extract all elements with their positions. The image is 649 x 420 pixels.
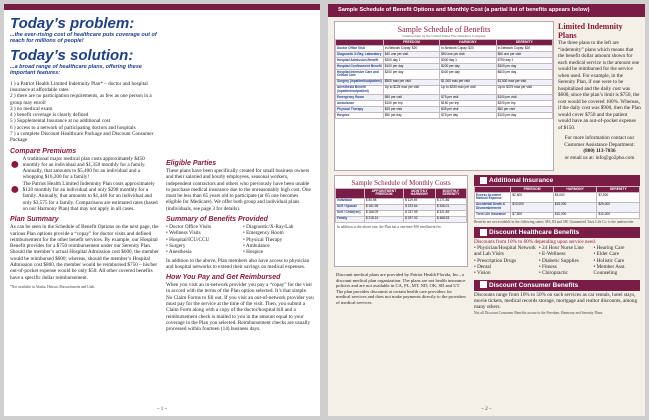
table-cell: $ 161.96 [364,204,403,210]
table-cell: $ 297.92 [404,216,436,222]
page-two [328,4,645,416]
table-cell: $25,000 [597,202,640,212]
additional-insurance-body [475,192,640,218]
dh-item: • Physician/Hospital Network and Lab Visits [474,245,536,258]
discount-healthcare-heading: Discount Healthcare Benefits [474,227,640,238]
compare-bullet [10,156,160,181]
side-text: The three plans to the left are “indemnity” plans which means that the benefit dollar amount shown for each medical service is the amount one would be reimbursed for the service when used. For example, in the Serenity Plan, if one were to be hospitalized and the daily cost was $600, since the plan’s limit is $750, the cost would be covered 100%. Whereas, if the daily cost was $900, then the Plan would cover $750 and the patient would have an out-of-pocket expense of $150. [558,40,641,131]
table-cell: $ 237.59 [404,210,436,216]
benefit-item: • Wellness Visits [166,230,201,237]
addl-col-header: FREEDOM [511,187,554,193]
monthly-table-body [336,198,467,222]
schedule-underwriter: Underwritten by the United States Fire Insurance Company [402,34,486,38]
row-label: Hospital Admission Benefit [336,57,384,63]
dh-item: • Fitness [538,263,557,270]
table-cell: $100 per trip [383,101,439,107]
table-cell: $200 per day [440,63,496,69]
discount-note-text: Discount medical plans are provided by Patriot Health Florida, Inc., a discount medical plan organization. The plans are not health insurance policies and are not available in CA, FL, MT, ND, OK, SD and UT. The plan provides discounts at certain health care providers for medical services and does not make payments directly to the providers of medical services. [336,272,466,305]
dh-item: • Diabetic Supplies [538,257,579,264]
dh-item: • E-Wellness [538,251,566,258]
page-top-strip [4,4,320,10]
summary-text: In addition to the above, Plan members also have access to physician and hospital networks to extend their savings on medical expenses. [166,257,310,270]
plan-header: SERENITY [496,40,552,46]
summary-heading: Summary of Benefits Provided [166,216,268,224]
dh-item: • Chiropractic [538,270,568,277]
table-cell: $750 day 1 [496,57,552,63]
discount-healthcare-list [474,245,640,276]
feature-item: 3 ) no medical exam [10,105,53,112]
table-cell: $75 per day [440,113,496,119]
table-cell: $60 one per visit [496,51,552,57]
row-label: Self / Spouse [336,204,365,210]
row-label: Hospital Intensive Care and Critical Care [336,69,384,79]
table-cell: In-Network Copay: $20 [440,45,496,51]
table-cell: $100 per day [496,113,552,119]
bullet-icon: ● [10,155,20,173]
compare-bullet-text: The Patriot Health Limited Indemnity Plan costs approximately $120 monthly for an individual and only $298 monthly for a family. Annually, that amounts to $1,440 for an individual and only $3,575 for a family. Comparisons are estimated rates (based on our Harmony Plan) that may not apply in all cases. [22,180,158,212]
contact-phone: (800) 113-7036 [583,148,616,154]
table-cell: $100 per day [383,63,439,69]
benefit-item: • Hospice [243,249,264,256]
table-row [336,69,553,79]
table-cell: $200 per day [383,69,439,79]
row-label: Term Life Insurance [475,212,511,218]
how-pay-heading: How You Pay and Get Reimbursed [166,274,281,282]
plan-header: HARMONY [440,40,496,46]
row-label: Anesthesia Benefit (inpatient/outpatient) [336,85,384,95]
page-number: – 1 – [157,407,167,412]
table-cell: $1,000 max per visit [440,79,496,85]
square-icon [480,229,487,236]
problem-subtitle: ...the ever-rising cost of healthcare puts coverage out of reach for millions of people! [10,32,157,45]
limited-indemnity-panel [558,22,641,161]
table-row [336,216,467,222]
right-column [166,156,314,333]
dh-item: • Holistic Care [593,257,625,264]
additional-insurance-heading: Additional Insurance [474,175,640,186]
page-number: – 2 – [481,407,492,412]
additional-insurance [474,175,640,316]
row-label: Diagnostic X-Ray, Laboratory [337,51,382,56]
compare-bullet [10,181,160,212]
problem-heading: Today’s problem: [10,15,135,32]
schedule-title: Sample Schedule of Benefits [397,25,491,34]
square-icon [480,177,487,184]
benefit-item: • Ambulance [243,242,270,249]
benefit-list [166,224,314,255]
benefit-item: • Diagnostic/X-Ray/Lab [243,224,294,231]
additional-insurance-note: Benefits are not available in the following states: MS, RI and OR. Guaranteed Trust Life Co. is the underwriter. [474,219,635,224]
table-cell: $ 119.49 [404,198,436,204]
table-cell: $ 171.86 [435,198,466,204]
row-label: Excess Accident Medical Expense [475,192,511,202]
table-row [475,202,640,212]
schedule-banner: Sample Schedule of Benefit Options and Monthly Cost (a partial list of benefits appears below) [328,4,645,17]
discount-healthcare-intro: Discounts from 10% to 60% depending upon service need. [474,238,597,245]
left-column [10,16,160,289]
table-cell: $50 per visit [496,107,552,113]
row-label: Family [336,216,365,222]
row-label: Emergency Room [336,95,384,101]
bullet-icon: ● [10,180,20,198]
table-cell: $600 per day [496,69,552,79]
table-cell: $75 per visit [440,95,496,101]
monthly-col-header: APPOINTMENT FREEDOM [364,189,403,199]
feature-item: 5 ) Supplemental Insurance at no additional cost [10,118,111,125]
square-icon [480,281,487,288]
contact-text: For more information contact our Customer Assistance Department: [564,135,635,148]
table-cell: $ 218.24 [364,216,403,222]
table-cell: Up to $250 max per visit [440,85,496,95]
feature-item: 1 ) a Patriot Health Limited Indemnity Plan* – doctor and hospital insurance at affordable rates [10,80,148,93]
dh-col-2 [539,245,591,276]
discount-disclaimer [336,272,466,306]
table-cell: $35 per visit [440,107,496,113]
row-label: Physical Therapy [336,107,384,113]
table-cell: $200 per trip [496,101,552,107]
feature-item: 2 ) there are no participation requirements, as few as one person in a group may enroll [10,93,152,106]
table-cell: $500 max per visit [383,79,439,85]
feature-list [10,81,160,144]
table-cell: $50 per day [383,113,439,119]
table-cell: $5,000 [553,192,597,202]
dh-col-3 [594,245,640,276]
monthly-col-header: MONTHLY HARMONY [404,189,436,199]
benefit-item: • Physical Therapy [243,236,283,243]
eligible-heading: Eligible Parties [166,160,217,167]
row-label: Hospital Confinement Benefit [337,63,382,68]
feature-item: 4 ) benefit coverage is clearly defined [10,112,89,119]
row-label: Doctor Office Visit [336,45,384,51]
plan-header: FREEDOM [383,40,439,46]
solution-heading: Today’s solution: [10,46,134,64]
table-cell: $ 166.09 [364,210,403,216]
table-row [475,192,640,202]
table-row [336,113,553,119]
table-row [336,85,553,95]
compare-premiums-heading: Compare Premiums [10,147,77,155]
feature-item: 6 ) access to a network of participating doctors and hospitals [10,124,136,131]
benefit-col-left [166,224,237,255]
table-cell: $1,500 max per visit [496,79,552,85]
table-cell: $10,000 [511,202,554,212]
dh-item: • Member Asst. Counseling [593,263,626,277]
table-cell: $150 per trip [440,101,496,107]
table-cell: $ 223.64 [404,204,436,210]
table-cell: $10,000 [553,212,597,218]
discount-consumer-note: Not all Discount Consumer Benefits accrue to the Freedom, Harmony and Serenity Plans. [474,311,604,316]
benefits-schedule-box [334,21,554,171]
row-label: Self / Child(ren) [336,210,365,216]
dh-item: • Elder Care [593,251,619,258]
table-cell: $40 one per visit [383,51,439,57]
benefits-table-body [336,45,553,118]
table-cell: $300 per day [496,63,552,69]
table-cell: $ 336.01 [435,204,466,210]
row-label: Individual [336,198,365,204]
table-cell: $25 per visit [383,107,439,113]
row-label: Ambulance [336,101,384,107]
dh-item: • Vision [474,270,491,277]
monthly-table [335,188,467,223]
table-cell: $2,500 [511,192,554,202]
dh-item: • Dental [474,263,491,270]
addl-col-header: SERENITY [597,187,640,193]
row-label: Accidental Death & Dismemberment [475,202,511,212]
benefit-item: • Hospital/ICU/CCU [166,236,210,243]
discount-consumer-heading: Discount Consumer Benefits [474,280,640,291]
monthly-title: Sample Schedule of Monthly Costs [351,179,451,187]
table-cell: $300 day 1 [440,57,496,63]
benefit-item: • Anesthesia [166,249,192,256]
row-label: Surgery (inpatient/outpatient) [337,79,382,84]
table-cell: $7,500 [597,192,640,202]
plan-summary-text: As can be seen in the Schedule of Benefit Options on the next page, the various Plan options provide a “copay” for doctor visits and defined reimbursement for the other benefit services. By example, our Hospital Benefit provides for a $750 reimbursement under our Serenity Plan. Should the member’s actual Hospital Admission cost $600, the member would be reimbursed $600; whereas, should the member’s Hospital Admission cost $800, the member would be reimbursed $750 – his/her out-of-pocket expense would be only $50. All other covered benefits have a specific dollar reimbursement. [10,224,159,281]
table-cell: $400 per day [440,69,496,79]
table-cell: $15,000 [553,202,597,212]
table-cell: $200 day 1 [383,57,439,63]
plan-summary-heading: Plan Summary [10,216,59,224]
benefits-table [335,39,553,119]
table-header-row [336,189,467,199]
table-header-blank [336,189,365,199]
dh-item: • 24 Hour Nurse Line [538,245,584,252]
benefit-item: • Emergency Room [243,230,284,237]
monthly-note: In addition to the above rate, the Plan has a one-time $50 enrollment fee. [337,224,442,229]
table-cell: $7,500 [511,212,554,218]
discount-consumer-text: Discounts range from 10% to 50% on such services as car rentals, hotel stays, movie tickets, medical records storage, mortgage and realtor discounts, among many others. [474,291,638,311]
table-cell: $10,000 [597,212,640,218]
dh-item: • Prescription Drugs [474,257,517,264]
footnote: *Not available in Alaska, Hawaii, Massachusetts and Utah. [10,284,96,289]
feature-item: 7 ) a complete Discount Healthcare Package and Discount Consumer Package [10,131,154,144]
dh-col-1 [474,245,536,276]
table-cell: $ 80.98 [364,198,403,204]
table-row [475,212,640,218]
dh-item: • Hearing Care [593,245,625,252]
contact-email[interactable]: or email us at: info@go2pho.com [564,154,635,161]
side-heading: Limited Indemnity Plans [558,22,623,40]
eligible-text: These plans have been specifically created for small business owners and their salaried and hourly employees, seasonal workers, independent contractors and others who previously have been unable to purchase medical insurance due to the unreasonably high cost. One must be less than 65 years old to participate (at 65 one becomes eligible for Medicare). We offer both group and individual plans (individuals, see page 3 for details). [166,168,311,212]
row-label: Hospice [336,113,384,119]
benefit-item: • Surgery [166,242,186,249]
additional-insurance-table [474,186,640,219]
benefit-col-right [243,224,314,255]
table-cell: $ 321.89 [435,210,466,216]
table-cell: $50 one per visit [440,51,496,57]
solution-subtitle: ...a broad range of healthcare plans, offering these important features: [10,63,142,77]
table-cell: Up to $125 max per visit [383,85,439,95]
addl-col-header: HARMONY [553,187,597,193]
benefit-item: • Doctor Office Visits [166,224,211,231]
page-one [4,4,320,416]
how-pay-text: When you visit an in-network provider you pay a “copay” for the visit in accord with the terms of the Plan option selected. It’s that simple. No Claim Forms to fill out. If you visit an out-of-network provider you must pay for the service at the time of the visit. Then, you submit a Claim Form along with a copy of the doctor/hospital bill and a reimbursement check is mailed to you in the amount equal to your coverage in the Plan you selected. Reimbursement checks are usually processed within fourteen (14) business days. [166,282,314,333]
table-cell: $50 per visit [383,95,439,101]
compare-bullet-text: A traditional major medical plan costs approximately $450 monthly for an individual and $1,350 monthly for a family. Annually, that amounts to $5,400 for an individual and a whopping $16,200 for a family! [22,155,146,181]
table-cell: Up to $375 max per visit [496,85,552,95]
monthly-col-header: MONTHLY SERENITY [435,189,466,199]
monthly-costs-box [334,175,468,267]
table-cell: $100 per visit [496,95,552,101]
table-cell: In-Network Copay: $20 [496,45,552,51]
table-cell: $ 468.53 [435,216,466,222]
table-cell: In-Network Copay: $20 [383,45,439,51]
